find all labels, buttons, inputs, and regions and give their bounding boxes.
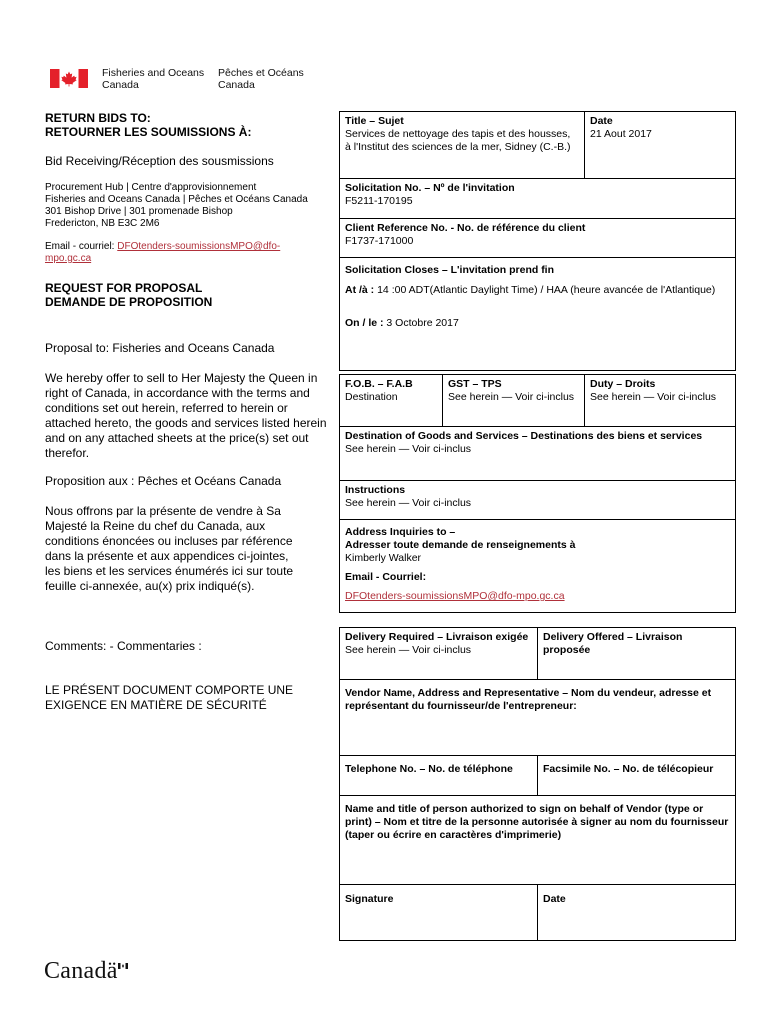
- signature-cell: Signature: [339, 884, 538, 941]
- proposal-to: Proposal to: Fisheries and Oceans Canada: [45, 341, 275, 355]
- proposition-aux: Proposition aux : Pêches et Océans Canada: [45, 474, 282, 488]
- address-inquiries-cell: Address Inquiries to – Adresser toute demande de renseignements à Kimberly Walker Email - Courriel: DFOtenders-soumissionsMPO@dfo-mpo.gc.ca: [339, 519, 736, 613]
- offer-text-en: We hereby offer to sell to Her Majesty the Queen in right of Canada, in accordance with the terms and conditions set out herein, referred to herein or attached hereto, the goods and services listed herein and on any attached sheets at the price(s) set out therefor.: [45, 371, 327, 460]
- security-notice: LE PRÉSENT DOCUMENT COMPORTE UNE EXIGENCE EN MATIÈRE DE SÉCURITÉ: [45, 683, 294, 712]
- gst-cell: GST – TPS See herein — Voir ci-inclus: [442, 374, 585, 427]
- telephone-cell: Telephone No. – No. de téléphone: [339, 755, 538, 796]
- canada-flag-icon: [50, 69, 88, 88]
- solicitation-closes-cell: Solicitation Closes – L'invitation prend fin At /à : 14 :00 ADT(Atlantic Daylight Time) / HAA (heure avancée de l'Atlantique) On / le : 3 Octobre 2017: [339, 257, 736, 371]
- wordmark-flag-icon: [118, 963, 128, 969]
- duty-cell: Duty – Droits See herein — Voir ci-inclus: [584, 374, 736, 427]
- facsimile-cell: Facsimile No. – No. de télécopieur: [537, 755, 736, 796]
- rfp-heading: REQUEST FOR PROPOSAL DEMANDE DE PROPOSITION: [45, 281, 213, 309]
- authorized-person-cell: Name and title of person authorized to sign on behalf of Vendor (type or print) – Nom et titre de la personne autorisée à signer au nom du fournisseur (taper ou écrire en caractères d'imprimerie): [339, 795, 736, 885]
- solicitation-no-cell: Solicitation No. – Nº de l'invitation F5211-170195: [339, 178, 736, 219]
- comments-label: Comments: - Commentaries :: [45, 639, 202, 653]
- canada-wordmark-logo: Canadä: [44, 958, 128, 985]
- return-email: Email - courriel: DFOtenders-soumissionsMPO@dfo-mpo.gc.ca: [45, 241, 281, 264]
- bid-receiving: Bid Receiving/Réception des sousmissions: [45, 154, 274, 168]
- return-email-link[interactable]: DFOtenders-soumissionsMPO@dfo-mpo.gc.ca: [45, 241, 281, 264]
- delivery-required-cell: Delivery Required – Livraison exigée See herein — Voir ci-inclus: [339, 627, 538, 680]
- fob-cell: F.O.B. – F.A.B Destination: [339, 374, 443, 427]
- department-name-fr: Pêches et Océans Canada: [218, 67, 304, 91]
- inquiries-email-link[interactable]: DFOtenders-soumissionsMPO@dfo-mpo.gc.ca: [345, 590, 565, 602]
- instructions-cell: Instructions See herein — Voir ci-inclus: [339, 480, 736, 520]
- return-bids-heading: RETURN BIDS TO: RETOURNER LES SOUMISSIONS À:: [45, 111, 252, 139]
- signature-date-cell: Date: [537, 884, 736, 941]
- title-cell: Title – Sujet Services de nettoyage des tapis et des housses, à l'Institut des sciences de la mer, Sidney (C.-B.): [339, 111, 585, 179]
- client-reference-cell: Client Reference No. - No. de référence du client F1737-171000: [339, 218, 736, 258]
- vendor-name-cell: Vendor Name, Address and Representative – Nom du vendeur, adresse et représentant du fournisseur/de l'entrepreneur:: [339, 679, 736, 756]
- return-address: Procurement Hub | Centre d'approvisionnement Fisheries and Oceans Canada | Pêches et Océans Canada 301 Bishop Drive | 301 promenade Bishop Fredericton, NB E3C 2M6: [45, 182, 308, 229]
- date-cell: Date 21 Aout 2017: [584, 111, 736, 179]
- destination-cell: Destination of Goods and Services – Destinations des biens et services See herein — Voir ci-inclus: [339, 426, 736, 481]
- delivery-offered-cell: Delivery Offered – Livraison proposée: [537, 627, 736, 680]
- department-name-en: Fisheries and Oceans Canada: [102, 67, 205, 91]
- offer-text-fr: Nous offrons par la présente de vendre à Sa Majesté la Reine du chef du Canada, aux conditions énoncées ou incluses par référence dans la présente et aux appendices ci-jointes, les biens et les services énumérés ici sur toute feuille ci-annexée, au(x) prix indiqué(s).: [45, 504, 294, 593]
